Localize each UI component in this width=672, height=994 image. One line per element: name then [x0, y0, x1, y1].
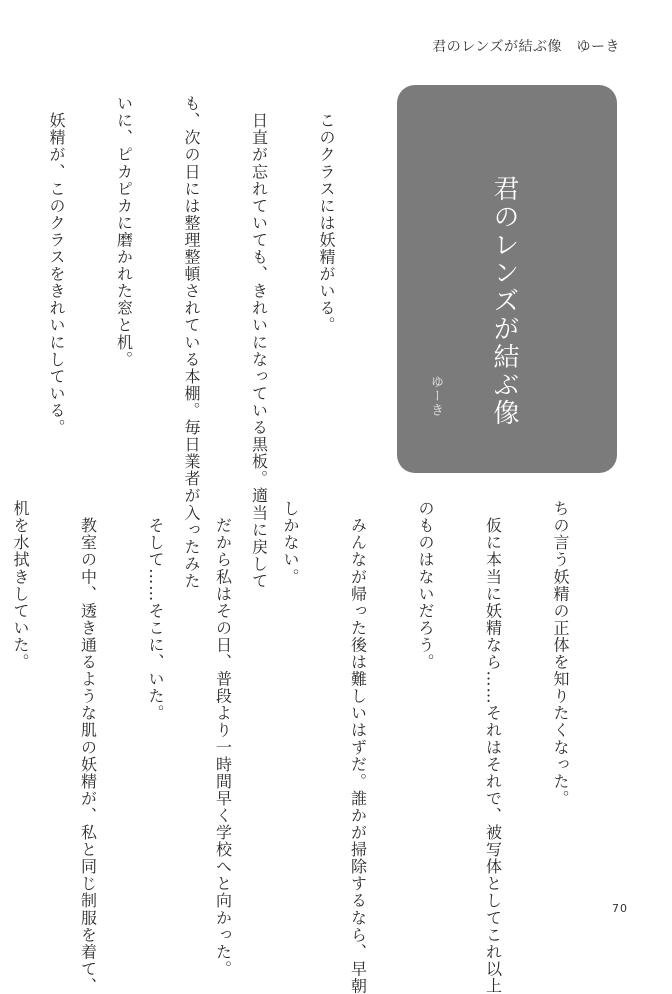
- text-column: ちの言う妖精の正体を知りたくなった。: [551, 500, 570, 807]
- text-column: 妖精が、このクラスをきれいにしている。: [47, 95, 66, 436]
- text-column: 教室の中、透き通るような肌の妖精が、私と同じ制服を着て、: [78, 500, 98, 994]
- text-column: 机を水拭きしていた。: [11, 500, 30, 671]
- author-name: ゆーき: [428, 375, 443, 417]
- body-text-lower: [0, 500, 616, 994]
- page-number: 70: [612, 902, 628, 915]
- text-column: も、次の日には整理整頓されている本棚。毎日業者が入ったみた: [182, 95, 201, 590]
- title-box: [397, 85, 617, 473]
- text-column: 日直が忘れていても、きれいになっている黒板。適当に戻して: [249, 95, 269, 590]
- running-head: 君のレンズが結ぶ像 ゆーき: [432, 39, 620, 55]
- text-column: のものはないだろう。: [416, 500, 435, 671]
- text-column: しかない。: [281, 500, 300, 586]
- text-column: このクラスには妖精がいる。: [317, 95, 336, 334]
- text-column: そして……そこに、いた。: [146, 500, 165, 722]
- text-column: 仮に本当に妖精なら……それはそれで、被写体としてこれ以上: [483, 500, 503, 994]
- text-column: いに、ピカピカに磨かれた窓と机。: [114, 95, 134, 368]
- story-title: 君のレンズが結ぶ像: [489, 175, 519, 427]
- text-column: みんなが帰った後は難しいはずだ。誰かが掃除するなら、早朝: [348, 500, 368, 994]
- text-column: だから私はその日、普段より一時間早く学校へと向かった。: [213, 500, 233, 978]
